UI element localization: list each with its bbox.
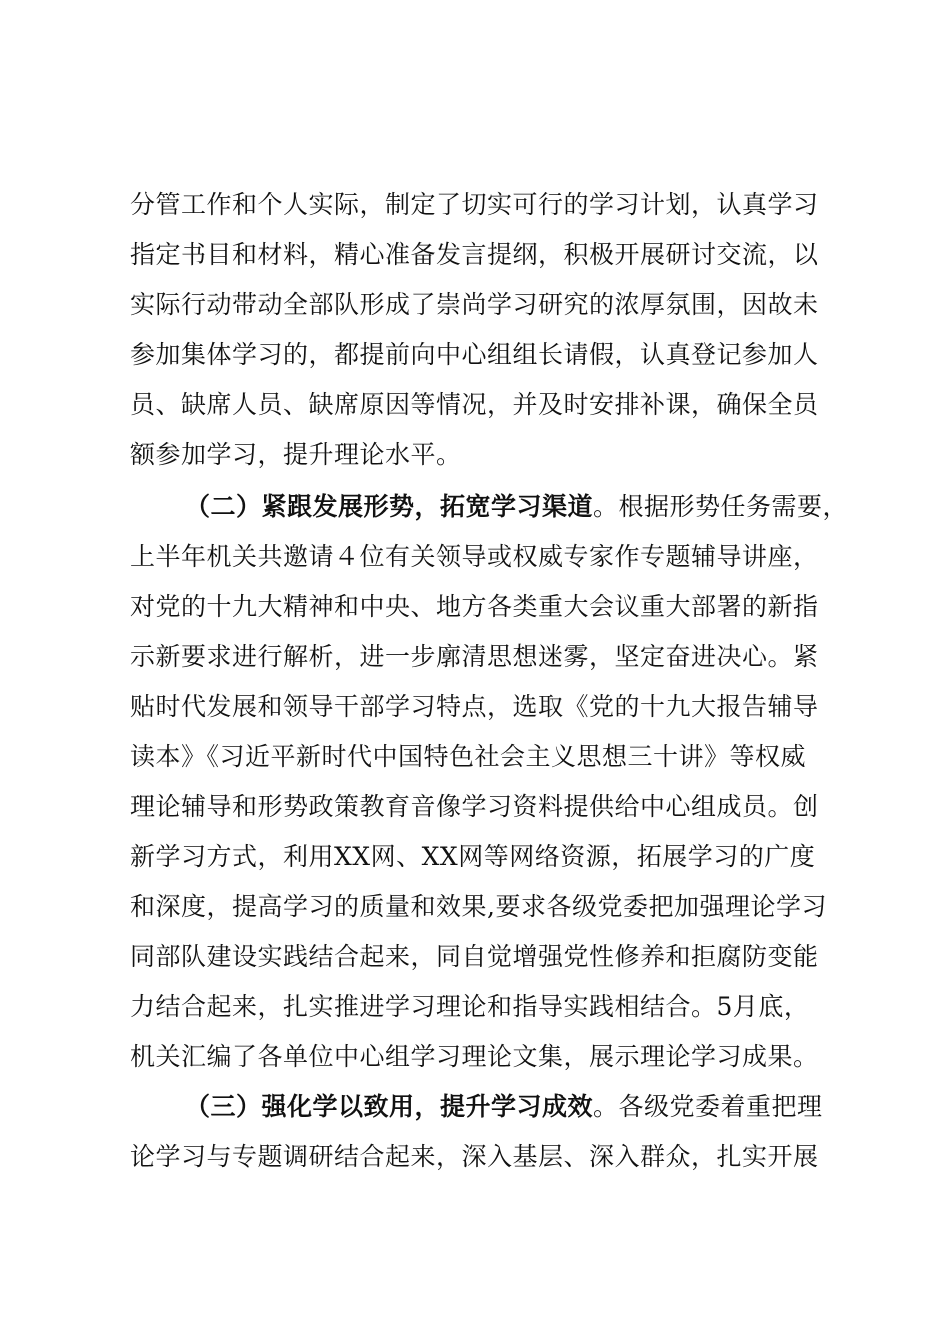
paragraph-2-line-11: 力结合起来，扎实推进学习理论和指导实践相结合。5月底， <box>130 992 810 1021</box>
paragraph-1-line-4: 参加集体学习的，都提前向中心组组长请假，认真登记参加人 <box>130 340 819 369</box>
paragraph-1-line-5: 员、缺席人员、缺席原因等情况，并及时安排补课，确保全员 <box>130 390 819 419</box>
paragraph-2-line-2: 上半年机关共邀请４位有关领导或权威专家作专题辅导讲座， <box>130 542 819 571</box>
paragraph-1-line-6: 额参加学习，提升理论水平。 <box>130 440 462 469</box>
paragraph-2-line-8: 新学习方式，利用XX网、XX网等网络资源，拓展学习的广度 <box>130 842 816 871</box>
paragraph-3-heading: （三）强化学以致用，提升学习成效 <box>185 1092 594 1121</box>
paragraph-2-heading: （二）紧跟发展形势，拓宽学习渠道 <box>185 492 594 521</box>
paragraph-1-line-3: 实际行动带动全部队形成了崇尚学习研究的浓厚氛围，因故未 <box>130 290 819 319</box>
paragraph-2-line-6: 读本》《习近平新时代中国特色社会主义思想三十讲》等权威 <box>130 742 807 771</box>
paragraph-2-line-12: 机关汇编了各单位中心组学习理论文集，展示理论学习成果。 <box>130 1042 819 1071</box>
paragraph-2-line-10: 同部队建设实践结合起来，同自觉增强党性修养和拒腐防变能 <box>130 942 819 971</box>
paragraph-3-first-line-text: 。各级党委着重把理 <box>593 1092 823 1121</box>
paragraph-2-first-line <box>185 487 905 527</box>
paragraph-1-line-2: 指定书目和材料，精心准备发言提纲，积极开展研讨交流，以 <box>130 240 819 269</box>
paragraph-2-line-4: 示新要求进行解析，进一步廓清思想迷雾，坚定奋进决心。紧 <box>130 642 819 671</box>
paragraph-2-line-5: 贴时代发展和领导干部学习特点，选取《党的十九大报告辅导 <box>130 692 819 721</box>
paragraph-1-line-1: 分管工作和个人实际，制定了切实可行的学习计划，认真学习 <box>130 190 819 219</box>
paragraph-2-first-line-text: 。根据形势任务需要， <box>593 492 849 521</box>
paragraph-3-first-line <box>185 1087 905 1127</box>
paragraph-2-line-9: 和深度，提高学习的质量和效果,要求各级党委把加强理论学习 <box>130 892 827 921</box>
paragraph-2-line-7: 理论辅导和形势政策教育音像学习资料提供给中心组成员。创 <box>130 792 819 821</box>
paragraph-2-line-3: 对党的十九大精神和中央、地方各类重大会议重大部署的新指 <box>130 592 819 621</box>
paragraph-3-line-2: 论学习与专题调研结合起来，深入基层、深入群众，扎实开展 <box>130 1142 819 1171</box>
